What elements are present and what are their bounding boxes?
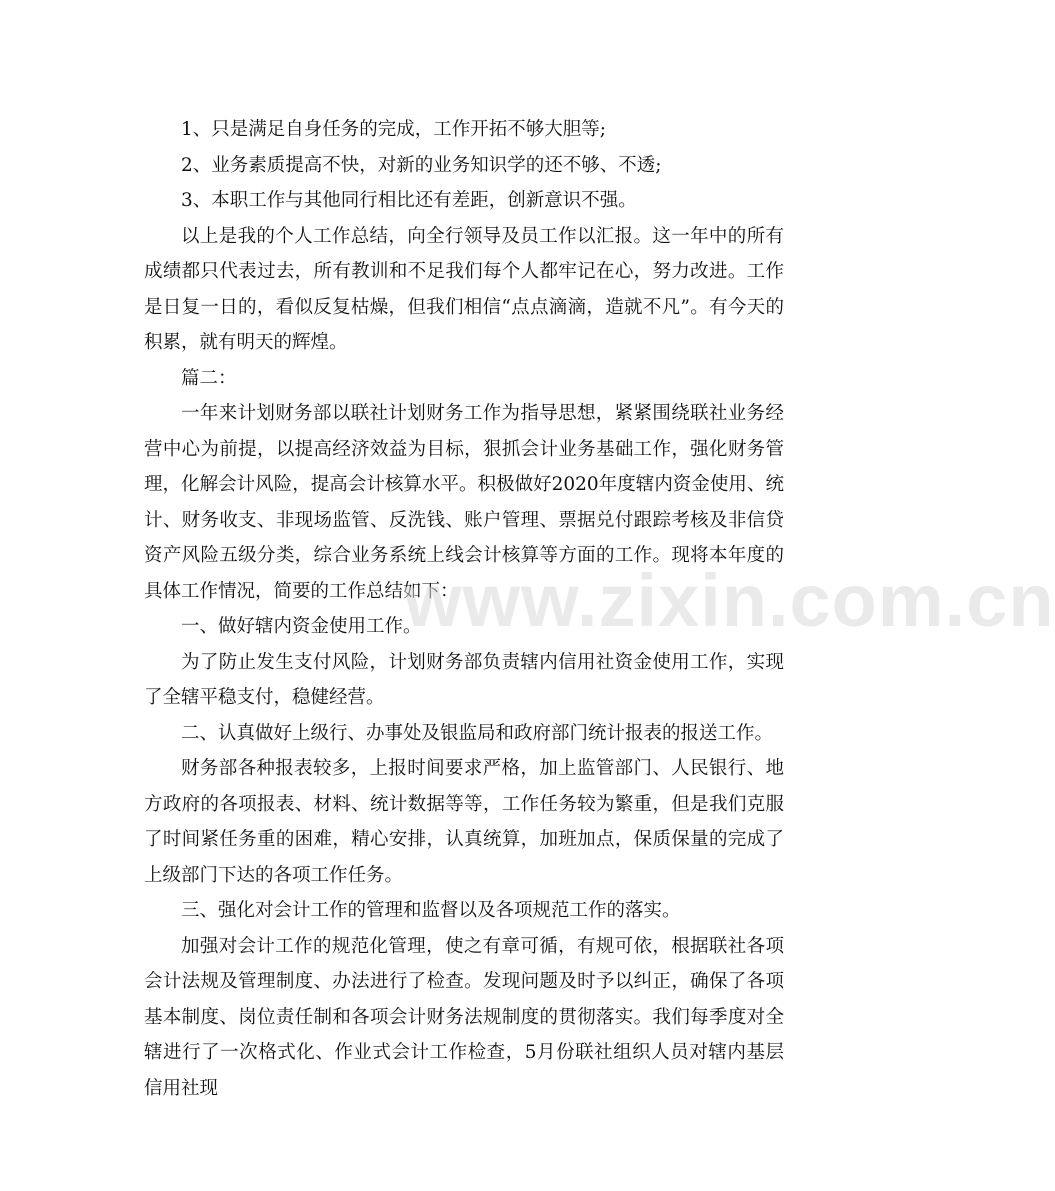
paragraph-3: 3、本职工作与其他同行相比还有差距，创新意识不强。 bbox=[181, 190, 637, 211]
paragraph-12: 加强对会计工作的规范化管理，使之有章可循，有规可依，根据联社各项会计法规及管理制度、办法进行了检查。发现问题及时予以纠正，确保了各项基本制度、岗位责任制和各项会计财务法规制度的贯彻落实。我们每季度对全辖进行了一次格式化、作业式会计工作检查，5月份联社组织人员对辖内基层信用社现 bbox=[144, 935, 784, 1099]
paragraph-1: 1、只是满足自身任务的完成，工作开拓不够大胆等; bbox=[181, 119, 607, 140]
section-heading-2: 二、认真做好上级行、办事处及银监局和政府部门统计报表的报送工作。 bbox=[181, 722, 774, 744]
section-heading-1: 一、做好辖内资金使用工作。 bbox=[181, 616, 422, 637]
section-heading-part-two: 篇二： bbox=[181, 367, 237, 389]
paragraph-4: 以上是我的个人工作总结，向全行领导及员工作以汇报。这一年中的所有成绩都只代表过去，所有教训和不足我们每个人都牢记在心，努力改进。工作是日复一日的，看似反复枯燥，但我们相信“点点滴滴，造就不凡”。有今天的积累，就有明天的辉煌。 bbox=[144, 225, 784, 353]
paragraph-10: 财务部各种报表较多，上报时间要求严格，加上监管部门、人民银行、地方政府的各项报表、材料、统计数据等等，工作任务较为繁重，但是我们克服了时间紧任务重的困难，精心安排，认真统算，加班加点，保质保量的完成了上级部门下达的各项工作任务。 bbox=[144, 758, 784, 886]
paragraph-2: 2、业务素质提高不快，对新的业务知识学的还不够、不透; bbox=[181, 154, 662, 176]
paragraph-8: 为了防止发生支付风险，计划财务部负责辖内信用社资金使用工作，实现了全辖平稳支付，稳健经营。 bbox=[144, 651, 784, 708]
section-heading-3: 三、强化对会计工作的管理和监督以及各项规范工作的落实。 bbox=[181, 900, 681, 921]
paragraph-6: 一年来计划财务部以联社计划财务工作为指导思想，紧紧围绕联社业务经营中心为前提，以提高经济效益为目标，狠抓会计业务基础工作，强化财务管理，化解会计风险，提高会计核算水平。积极做好2020年度辖内资金使用、统计、财务收支、非现场监管、反洗钱、账户管理、票据兑付跟踪考核及非信贷资产风险五级分类，综合业务系统上线会计核算等方面的工作。现将本年度的具体工作情况，简要的工作总结如下： bbox=[144, 403, 784, 602]
watermark-text: www.zixin.com.cn bbox=[404, 559, 1055, 642]
